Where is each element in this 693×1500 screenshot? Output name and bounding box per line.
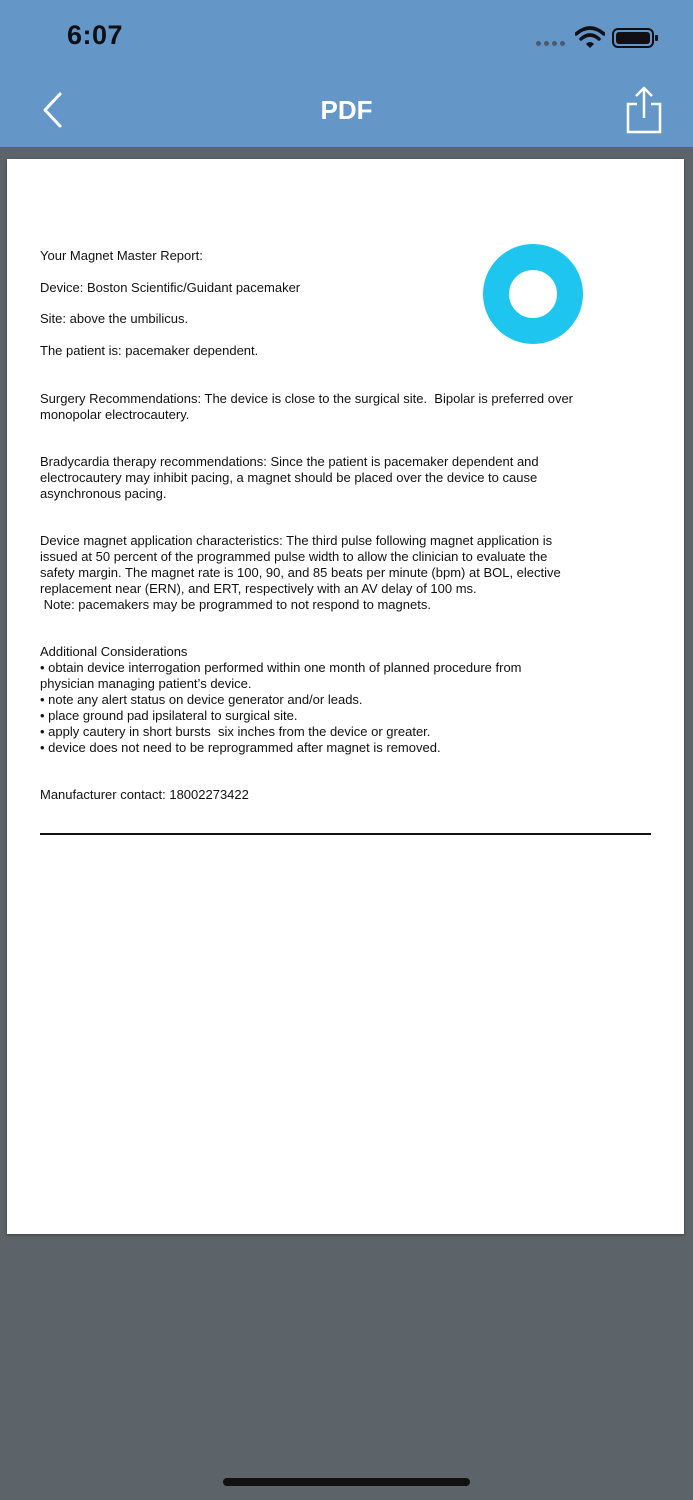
wifi-icon	[575, 26, 605, 48]
report-device: Device: Boston Scientific/Guidant pacemaker	[40, 280, 301, 295]
status-time: 6:07	[67, 20, 124, 50]
navigation-bar	[0, 0, 693, 147]
document-divider	[40, 833, 651, 835]
share-icon[interactable]	[624, 86, 664, 134]
pdf-document-page[interactable]	[7, 159, 684, 1234]
report-magnet-characteristics: Device magnet application characteristics: The third pulse following magnet application is issued at 50 percent of the programmed pulse width to allow the clinician to evaluate the safety margin. The magnet rate is 100, 90, and 85 beats per minute (bpm) at BOL, elective replacement near (ERN), and ERT, respectively with an AV delay of 100 ms. Note: pacemakers may be programmed to not respond to magnets.	[40, 533, 561, 612]
report-additional-considerations: Additional Considerations • obtain device interrogation performed within one month of planned procedure from physician managing patient’s device. • note any alert status on device generator and/or leads. • place ground pad ipsilateral to surgical site. • apply cautery in short bursts six inches from the device or greater. • device does not need to be reprogrammed after magnet is removed.	[40, 644, 522, 755]
home-indicator[interactable]	[223, 1478, 470, 1486]
magnet-logo-icon	[483, 244, 583, 344]
report-manufacturer-contact: Manufacturer contact: 18002273422	[40, 787, 249, 802]
report-bradycardia-recommendations: Bradycardia therapy recommendations: Since the patient is pacemaker dependent and electrocautery may inhibit pacing, a magnet should be placed over the device to cause asynchronous pacing.	[40, 454, 539, 501]
report-site: Site: above the umbilicus.	[40, 311, 189, 326]
report-patient: The patient is: pacemaker dependent.	[40, 343, 259, 358]
report-surgery-recommendations: Surgery Recommendations: The device is close to the surgical site. Bipolar is preferred over monopolar electrocautery.	[40, 391, 574, 422]
cellular-signal-icon	[536, 41, 566, 47]
report-heading: Your Magnet Master Report:	[40, 248, 203, 263]
nav-title: PDF	[320, 95, 373, 125]
battery-icon	[612, 28, 658, 48]
